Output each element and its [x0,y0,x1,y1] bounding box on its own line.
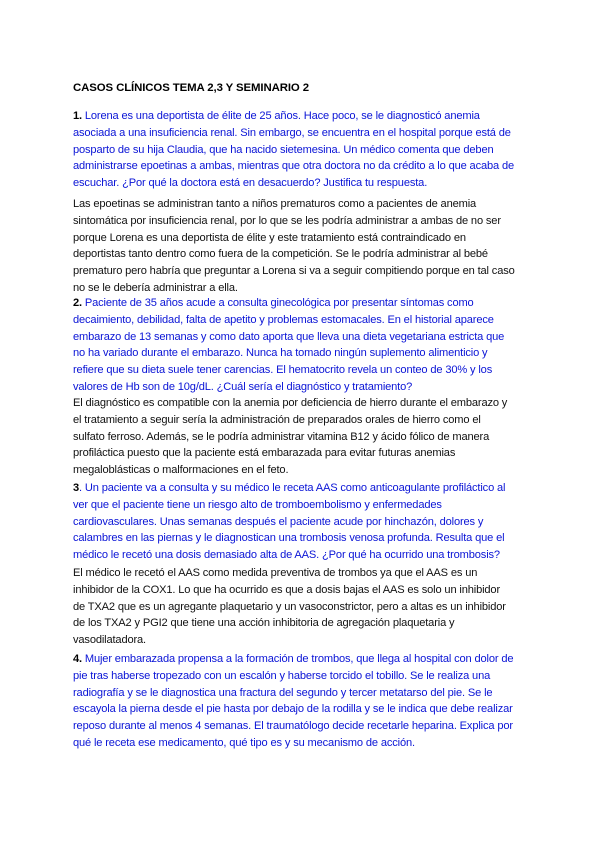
case-4-question-line: qué le receta ese medicamento, qué tipo es y su mecanismo de acción. [73,736,415,749]
case-3-question-line: cardiovasculares. Unas semanas después el paciente acude por hinchazón, dolores y [73,515,484,528]
case-2-question-line: refiere que su dieta suele tener carencias. El hematocrito revela un conteo de 30% y los [73,364,493,377]
case-4-question-line: Mujer embarazada propensa a la formación de trombos, que llega al hospital con dolor de [81,653,514,665]
case-1-question-line: escuchar. ¿Por qué la doctora está en desacuerdo? Justifica tu respuesta. [73,177,428,190]
case-2-question-line: decaimiento, debilidad, falta de apetito y problemas estomacales. En el historial aparece [73,313,494,326]
case-2-answer-line: megaloblásticas o malformaciones en el feto. [73,464,289,477]
case-3-answer [73,565,533,649]
case-3-answer-line: El médico le recetó el AAS como medida preventiva de trombos ya que el AAS es un [73,567,478,579]
case-1-answer-line: sintomática por insuficiencia renal, por lo que se les podría administrar a ambas de no ser [73,214,501,227]
case-4-question-line: reposo durante al menos 4 semanas. El traumatólogo decide recetarle heparina. Explica por [73,720,513,733]
case-4-question-line: escayola la pierna desde el pie hasta por debajo de la rodilla y se le indica que debe realizar [73,703,513,716]
case-2-number: 2. [73,297,82,309]
case-1-question-line: administrarse epoetinas a ambas, mientras que otra doctora no da crédito a lo que acaba de [73,160,515,173]
case-2-question-line: no ha variado durante el embarazo. Nunca ha tomado ningún suplemento alimenticio y [73,347,488,360]
case-1-answer-line: Las epoetinas se administran tanto a niños prematuros como a pacientes de anemia [73,198,477,210]
case-3-answer-line: vasodilatadora. [73,634,146,647]
case-2-answer-line: el tratamiento a seguir sería la administración de preparados orales de hierro como el [73,413,481,426]
case-1-question [73,108,533,192]
case-3-answer-line: inhibidor de la COX1. Lo que ha ocurrido es que a dosis bajas el AAS es solo un inhibidor [73,583,500,596]
case-3-answer-line: de los TXA2 y PGI2 que tiene una acción inhibitoria de agregación plaquetaria y [73,617,455,630]
case-3-question-line: calambres en las piernas y le diagnostican una trombosis venosa profunda. Resulta que el [73,532,505,545]
case-2-question-line: Paciente de 35 años acude a consulta ginecológica por presentar síntomas como [81,297,474,309]
case-3-answer-line: de TXA2 que es un agregante plaquetario y un vasoconstrictor, pero a altas es un inhibidor [73,600,506,613]
case-4-question-line: pie tras haberse tropezado con un escalón y haberse torcido el tobillo. Se le realiza una [73,669,491,682]
case-1-number: 1. [73,110,82,122]
case-2-question-line: valores de Hb son de 10g/dL. ¿Cuál sería el diagnóstico y tratamiento? [73,380,413,393]
case-1-question-line: Lorena es una deportista de élite de 25 años. Hace poco, se le diagnosticó anemia [81,110,480,122]
case-3-question-line: médico le recetó una dosis demasiado alta de AAS. ¿Por qué ha ocurrido una trombosis? [73,549,500,562]
case-3-question-line: ver que el paciente tiene un riesgo alto de tromboembolismo y enfermedades [73,498,442,511]
case-2-answer-line: sulfato ferroso. Además, se le podría administrar vitamina B12 y ácido fólico de manera [73,430,490,443]
case-1-answer [73,196,533,297]
case-2-answer [73,395,533,479]
case-1-answer-line: porque Lorena es una deportista de élite y este tratamiento está contraindicado en [73,231,466,244]
case-4-question-line: radiografía y se le diagnostica una fractura del segundo y tercer metatarso del pie. Se le [73,686,493,699]
case-4-number: 4. [73,653,82,665]
case-2-question-line: embarazo de 13 semanas y como dato aporta que lleva una dieta vegetariana estricta que [73,330,505,343]
case-1-question-line: asociada a una insuficiencia renal. Sin embargo, se encuentra en el hospital porque está de [73,126,511,139]
case-3-question [73,480,533,564]
case-2-question [73,295,533,396]
case-2-answer-line: profiláctica puesto que la paciente está embarazada para evitar futuras anemias [73,447,456,460]
case-1-answer-line: no se le debería administrar a ella. [73,281,238,294]
case-1-answer-line: deportistas tanto dentro como fuera de la competición. Se le podría administrar al bebé [73,248,488,261]
case-4-question [73,651,533,752]
case-3-number: 3 [73,482,80,494]
case-1-question-line: posparto de su hija Claudia, que ha nacido sietemesina. Un médico comenta que deben [73,143,494,156]
document-title: CASOS CLÍNICOS TEMA 2,3 Y SEMINARIO 2 [73,82,309,94]
case-3-question-line: . Un paciente va a consulta y su médico le receta AAS como anticoagulante profiláctico al [79,482,506,494]
case-2-answer-line: El diagnóstico es compatible con la anemia por deficiencia de hierro durante el embarazo y [73,397,508,409]
case-1-answer-line: prematuro pero habría que preguntar a Lorena si va a seguir compitiendo porque en tal caso [73,265,515,278]
